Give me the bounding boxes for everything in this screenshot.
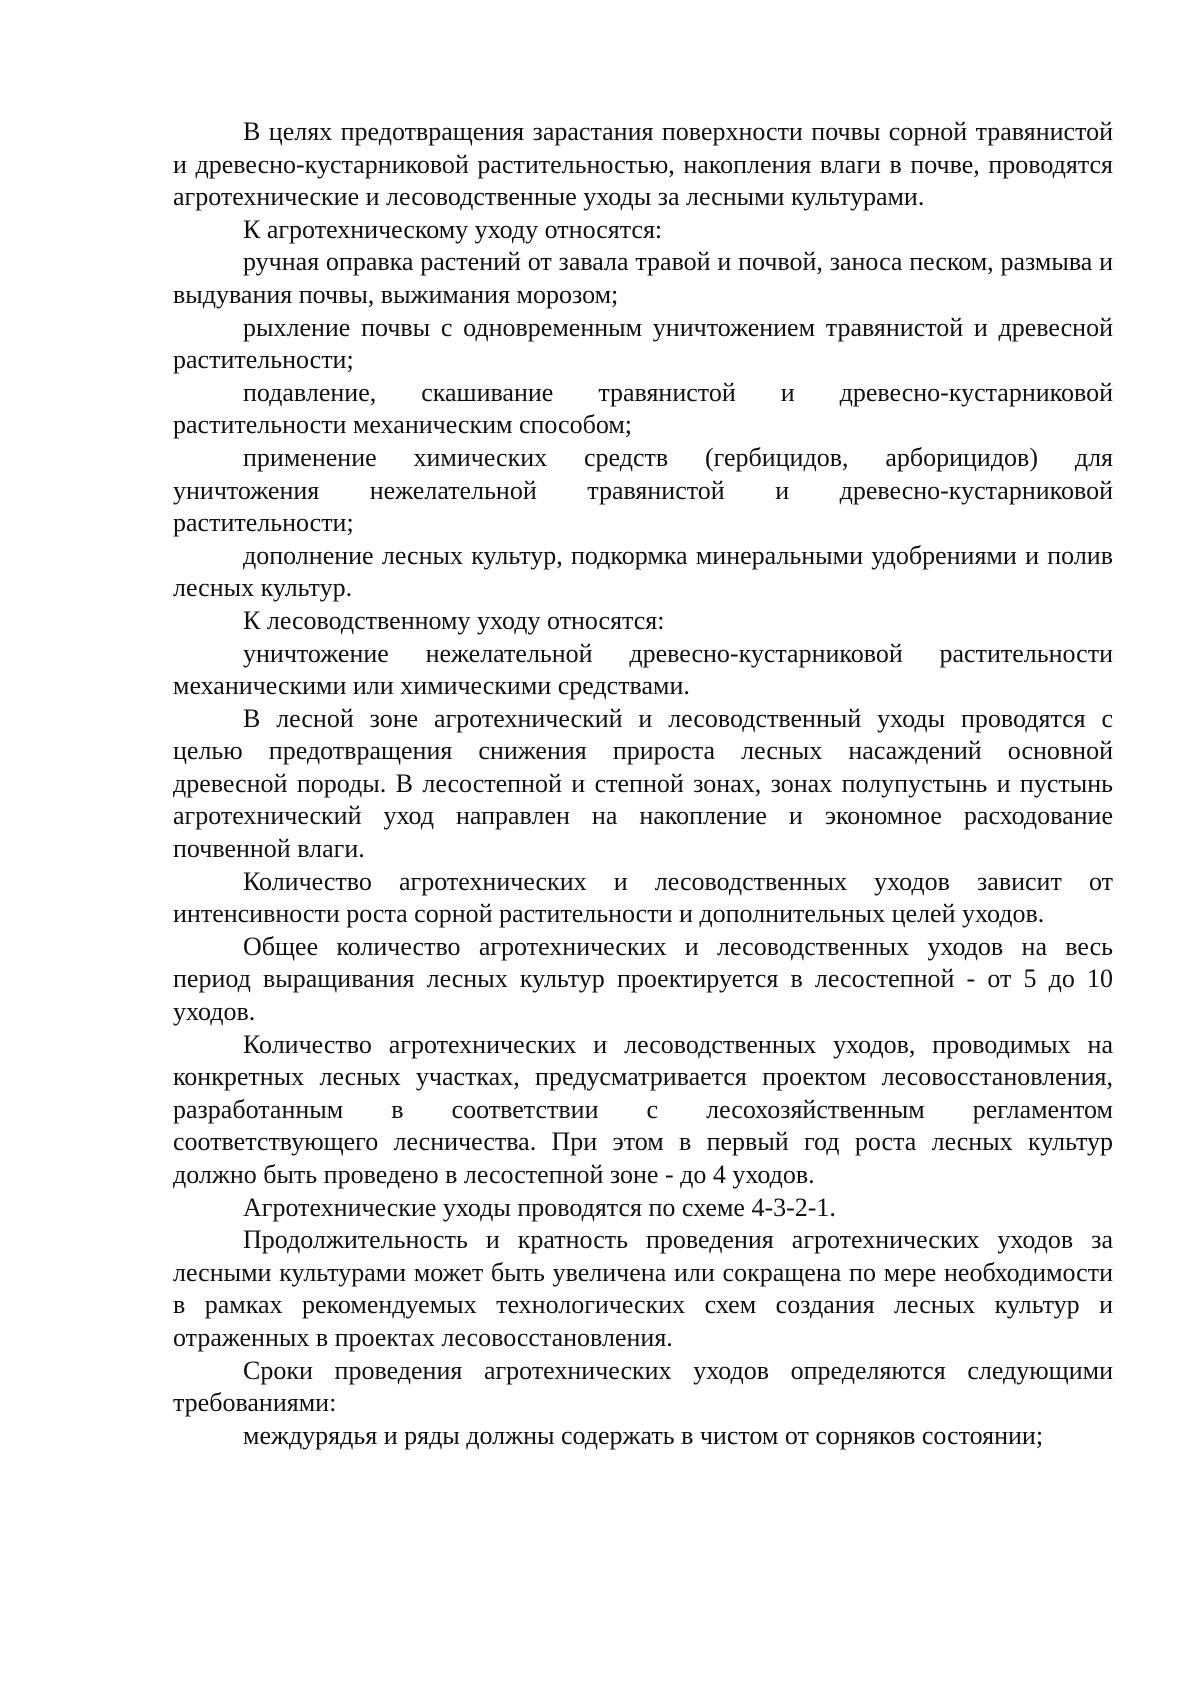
paragraph-supplement-feeding: дополнение лесных культур, подкормка минеральными удобрениями и полив лесных культур. [173, 540, 1113, 603]
paragraph-care-duration: Продолжительность и кратность проведения агротехнических уходов за лесными культурами может быть увеличена или сокращена по мере необходимости в рамках рекомендуемых технологических схем создания лесных культур и отраженных в проектах лесовосстановления. [173, 1225, 1113, 1352]
paragraph-rows-clean: междурядья и ряды должны содержать в чистом от сорняков состоянии; [243, 1420, 1044, 1450]
paragraph-undesirable-vegetation-removal: уничтожение нежелательной древесно-кустарниковой растительности механическими или химическими средствами. [173, 638, 1113, 701]
paragraph-agrotech-care-heading: К агротехническому уходу относятся: [243, 214, 663, 244]
paragraph-care-scheme: Агротехнические уходы проводятся по схеме 4-3-2-1. [243, 1192, 836, 1222]
paragraph-forest-zone-care: В лесной зоне агротехнический и лесоводственный уходы проводятся с целью предотвращения снижения прироста лесных насаждений основной древесной породы. В лесостепной и степной зонах, зонах полупустынь и пустынь агротехнический уход направлен на накопление и экономное расходование почвенной влаги. [173, 703, 1113, 864]
paragraph-mechanical-mowing: подавление, скашивание травянистой и древесно-кустарниковой растительности механическим способом; [173, 377, 1113, 440]
paragraph-manual-correction: ручная оправка растений от завала травой и почвой, заноса песком, размыва и выдувания почвы, выжимания морозом; [173, 247, 1113, 309]
paragraph-care-count-on-plots: Количество агротехнических и лесоводственных уходов, проводимых на конкретных лесных участках, предусматривается проектом лесовосстановления, разработанным в соответствии с лесохозяйственным регламентом соответствующего лесничества. При этом в первый год роста лесных культур должно быть проведено в лесостепной зоне - до 4 уходов. [173, 1029, 1113, 1189]
paragraph-soil-loosening: рыхление почвы с одновременным уничтожением травянистой и древесной растительности; [173, 312, 1113, 375]
paragraph-silvicultural-care-heading: К лесоводственному уходу относятся: [243, 605, 665, 635]
paragraph-care-count-depends: Количество агротехнических и лесоводственных уходов зависит от интенсивности роста сорной растительности и дополнительных целей уходов. [173, 866, 1113, 929]
paragraph-chemical-means: применение химических средств (гербицидов, арборицидов) для уничтожения нежелательной травянистой и древесно-кустарниковой растительности; [173, 442, 1113, 538]
paragraph-care-purpose: В целях предотвращения зарастания поверхности почвы сорной травянистой и древесно-кустарниковой растительностью, накопления влаги в почве, проводятся агротехнические и лесоводственные уходы за лесными культурами. [173, 117, 1113, 212]
paragraph-total-care-count: Общее количество агротехнических и лесоводственных уходов на весь период выращивания лесных культур проектируется в лесостепной - от 5 до 10 уходов. [173, 931, 1113, 1027]
document-body [173, 116, 1113, 1452]
paragraph-care-timing-requirements: Сроки проведения агротехнических уходов определяются следующими требованиями: [173, 1355, 1113, 1418]
